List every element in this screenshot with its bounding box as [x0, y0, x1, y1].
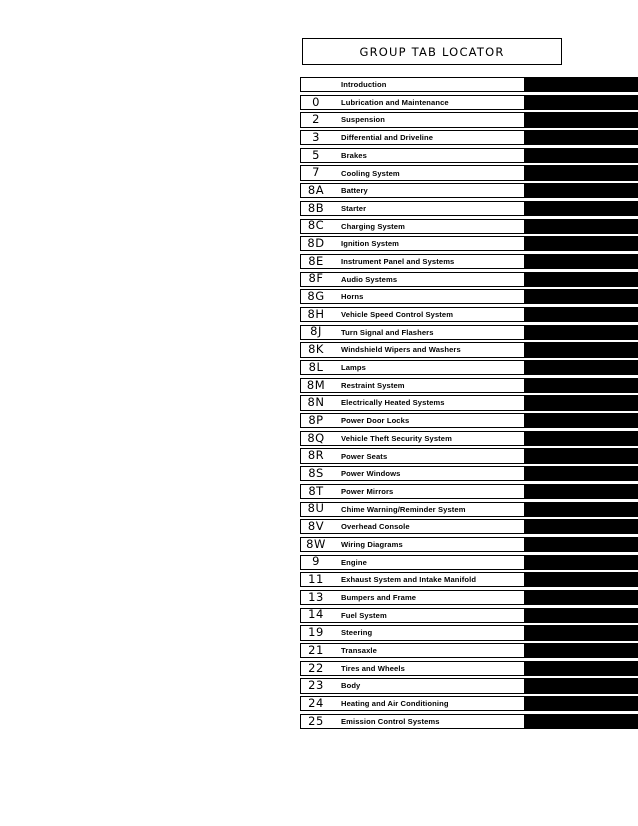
tab-title: Charging System — [341, 221, 405, 231]
tab-title: Bumpers and Frame — [341, 593, 417, 603]
tab-row[interactable] — [300, 714, 638, 732]
tab-title: Battery — [341, 186, 368, 196]
tab-label-box[interactable] — [300, 77, 525, 92]
tab-title: Power Windows — [341, 469, 401, 479]
tab-row[interactable] — [300, 130, 638, 148]
tab-number: 23 — [308, 678, 324, 693]
tab-title: Chime Warning/Reminder System — [341, 504, 466, 514]
tab-title: Engine — [341, 557, 367, 567]
tab-label-box[interactable] — [300, 555, 525, 570]
tab-row[interactable] — [300, 201, 638, 219]
tab-title: Overhead Console — [341, 522, 410, 532]
tab-title: Tires and Wheels — [341, 663, 405, 673]
tab-row[interactable] — [300, 625, 638, 643]
tab-edge-marker — [525, 519, 638, 534]
tab-edge-marker — [525, 643, 638, 658]
tab-number: 8K — [308, 342, 324, 357]
tab-number: 19 — [308, 625, 324, 640]
tab-number: 8V — [307, 519, 325, 534]
tab-label-box[interactable] — [300, 95, 525, 110]
tab-label-box[interactable] — [300, 537, 525, 552]
tab-edge-marker — [525, 165, 638, 180]
tab-label-box[interactable] — [300, 130, 525, 145]
tab-row[interactable] — [300, 360, 638, 378]
tab-title: Suspension — [341, 115, 386, 125]
tab-number: 24 — [308, 695, 324, 710]
tab-edge-marker — [525, 219, 638, 234]
tab-row[interactable] — [300, 572, 638, 590]
tab-edge-marker — [525, 537, 638, 552]
tab-label-box[interactable] — [300, 112, 525, 127]
tab-number: 8Q — [307, 430, 325, 445]
tab-label-box[interactable] — [300, 431, 525, 446]
tab-title: Vehicle Theft Security System — [341, 433, 452, 443]
tab-number: 8B — [307, 200, 325, 215]
tab-edge-marker — [525, 360, 638, 375]
tab-row[interactable] — [300, 95, 638, 113]
tab-edge-marker — [525, 95, 638, 110]
tab-row[interactable] — [300, 148, 638, 166]
tab-number: 7 — [312, 165, 320, 180]
tab-edge-marker — [525, 342, 638, 357]
tab-row[interactable] — [300, 661, 638, 679]
tab-edge-marker — [525, 183, 638, 198]
tab-title: Brakes — [341, 150, 367, 160]
tab-title: Exhaust System and Intake Manifold — [341, 575, 477, 585]
tab-edge-marker — [525, 448, 638, 463]
tab-edge-marker — [525, 395, 638, 410]
tab-label-box[interactable] — [300, 236, 525, 251]
tab-title: Steering — [341, 628, 373, 638]
tab-number: 8N — [307, 395, 325, 410]
tab-label-box[interactable] — [300, 448, 525, 463]
tab-title: Transaxle — [341, 646, 377, 656]
tab-number: 8T — [308, 483, 324, 498]
tab-label-box[interactable] — [300, 148, 525, 163]
tab-label-box[interactable] — [300, 590, 525, 605]
tab-number: 8R — [307, 448, 325, 463]
tab-label-box[interactable] — [300, 413, 525, 428]
tab-title: Turn Signal and Flashers — [341, 327, 434, 337]
tab-row[interactable] — [300, 325, 638, 343]
tab-title: Differential and Driveline — [341, 133, 434, 143]
tab-label-box[interactable] — [300, 502, 525, 517]
tab-row[interactable] — [300, 378, 638, 396]
tab-label-box[interactable] — [300, 254, 525, 269]
tab-edge-marker — [525, 590, 638, 605]
tab-row[interactable] — [300, 112, 638, 130]
tab-title: Heating and Air Conditioning — [341, 699, 449, 709]
tab-row[interactable] — [300, 254, 638, 272]
tab-edge-marker — [525, 696, 638, 711]
tab-edge-marker — [525, 325, 638, 340]
tab-row[interactable] — [300, 219, 638, 237]
tab-number: 0 — [312, 94, 320, 109]
tab-number: 8J — [310, 324, 322, 339]
tab-edge-marker — [525, 625, 638, 640]
tab-number: 22 — [308, 660, 324, 675]
tab-number: 8H — [307, 306, 325, 321]
tab-label-box[interactable] — [300, 696, 525, 711]
tab-label-box[interactable] — [300, 307, 525, 322]
tab-title: Starter — [341, 203, 367, 213]
tab-title: Fuel System — [341, 610, 387, 620]
tab-label-box[interactable] — [300, 289, 525, 304]
tab-row[interactable] — [300, 342, 638, 360]
tab-number: 8L — [308, 359, 324, 374]
tab-number: 11 — [308, 572, 324, 587]
tab-row[interactable] — [300, 484, 638, 502]
tab-number: 21 — [308, 642, 324, 657]
tab-edge-marker — [525, 77, 638, 92]
tab-number: 8P — [308, 412, 324, 427]
tab-label-box[interactable] — [300, 272, 525, 287]
tab-row[interactable] — [300, 183, 638, 201]
tab-label-box[interactable] — [300, 678, 525, 693]
tab-row[interactable] — [300, 431, 638, 449]
tab-label-box[interactable] — [300, 625, 525, 640]
tab-number: 14 — [308, 607, 324, 622]
tab-label-box[interactable] — [300, 325, 525, 340]
tab-row[interactable] — [300, 696, 638, 714]
tab-edge-marker — [525, 272, 638, 287]
tab-row[interactable] — [300, 77, 638, 95]
tab-title: Instrument Panel and Systems — [341, 256, 455, 266]
tab-title: Windshield Wipers and Washers — [341, 345, 461, 355]
group-tab-locator-title: GROUP TAB LOCATOR — [302, 38, 562, 65]
tab-edge-marker — [525, 112, 638, 127]
tab-number: 8A — [307, 182, 325, 197]
tab-number: 25 — [308, 713, 324, 728]
tab-row[interactable] — [300, 466, 638, 484]
tab-label-box[interactable] — [300, 395, 525, 410]
tab-label-box[interactable] — [300, 360, 525, 375]
tab-title: Lubrication and Maintenance — [341, 97, 449, 107]
tab-title: Audio Systems — [341, 274, 398, 284]
tab-title: Emission Control Systems — [341, 716, 440, 726]
tab-number: 8G — [307, 289, 325, 304]
tab-label-box[interactable] — [300, 342, 525, 357]
tab-row[interactable] — [300, 289, 638, 307]
tab-row[interactable] — [300, 448, 638, 466]
tab-label-box[interactable] — [300, 608, 525, 623]
tab-edge-marker — [525, 484, 638, 499]
tab-row[interactable] — [300, 413, 638, 431]
tab-row[interactable] — [300, 502, 638, 520]
tab-number: 13 — [308, 589, 324, 604]
tab-label-box[interactable] — [300, 378, 525, 393]
tab-number: 8U — [307, 501, 325, 516]
tab-label-box[interactable] — [300, 643, 525, 658]
tab-number: 8D — [307, 236, 325, 251]
tab-edge-marker — [525, 714, 638, 729]
tab-title: Wiring Diagrams — [341, 539, 403, 549]
tab-row[interactable] — [300, 165, 638, 183]
tab-title: Power Door Locks — [341, 416, 410, 426]
tab-edge-marker — [525, 148, 638, 163]
tab-title: Power Mirrors — [341, 486, 394, 496]
tab-edge-marker — [525, 378, 638, 393]
tab-label-box[interactable] — [300, 466, 525, 481]
tab-row[interactable] — [300, 519, 638, 537]
tab-title: Cooling System — [341, 168, 400, 178]
tab-edge-marker — [525, 661, 638, 676]
tab-row[interactable] — [300, 537, 638, 555]
tab-number: 8W — [306, 536, 326, 551]
tab-label-box[interactable] — [300, 165, 525, 180]
tab-edge-marker — [525, 431, 638, 446]
tab-edge-marker — [525, 572, 638, 587]
tab-label-box[interactable] — [300, 183, 525, 198]
tab-title: Restraint System — [341, 380, 405, 390]
tab-label-box[interactable] — [300, 219, 525, 234]
tab-number: 8C — [307, 218, 325, 233]
tab-row[interactable] — [300, 395, 638, 413]
tab-edge-marker — [525, 466, 638, 481]
tab-number: 2 — [312, 112, 320, 127]
tab-label-box[interactable] — [300, 201, 525, 216]
tab-number: 8F — [308, 271, 324, 286]
tab-row[interactable] — [300, 236, 638, 254]
tab-label-box[interactable] — [300, 714, 525, 729]
tab-label-box[interactable] — [300, 661, 525, 676]
tab-number: 3 — [312, 129, 320, 144]
tab-label-box[interactable] — [300, 519, 525, 534]
tab-row[interactable] — [300, 643, 638, 661]
tab-title: Power Seats — [341, 451, 388, 461]
tab-edge-marker — [525, 502, 638, 517]
tab-row[interactable] — [300, 307, 638, 325]
tab-edge-marker — [525, 236, 638, 251]
tab-row[interactable] — [300, 608, 638, 626]
tab-title: Lamps — [341, 363, 366, 373]
tab-edge-marker — [525, 130, 638, 145]
tab-title: Electrically Heated Systems — [341, 398, 445, 408]
tab-title: Ignition System — [341, 239, 400, 249]
tab-edge-marker — [525, 289, 638, 304]
tab-edge-marker — [525, 608, 638, 623]
tab-edge-marker — [525, 678, 638, 693]
tab-edge-marker — [525, 555, 638, 570]
tab-title: Introduction — [341, 80, 387, 90]
tab-number: 9 — [312, 554, 320, 569]
tab-number: 8E — [308, 253, 324, 268]
tab-row[interactable] — [300, 678, 638, 696]
tab-number: 8S — [308, 465, 324, 480]
tab-row[interactable] — [300, 272, 638, 290]
tab-number: 8M — [306, 377, 326, 392]
tab-edge-marker — [525, 307, 638, 322]
tab-row[interactable] — [300, 590, 638, 608]
tab-title: Vehicle Speed Control System — [341, 310, 454, 320]
tab-title: Horns — [341, 292, 364, 302]
tab-label-box[interactable] — [300, 484, 525, 499]
tab-number: 5 — [312, 147, 320, 162]
tab-row[interactable] — [300, 555, 638, 573]
tab-edge-marker — [525, 413, 638, 428]
tab-label-box[interactable] — [300, 572, 525, 587]
tab-edge-marker — [525, 254, 638, 269]
tab-title: Body — [341, 681, 361, 691]
tab-list — [300, 77, 638, 731]
tab-edge-marker — [525, 201, 638, 216]
